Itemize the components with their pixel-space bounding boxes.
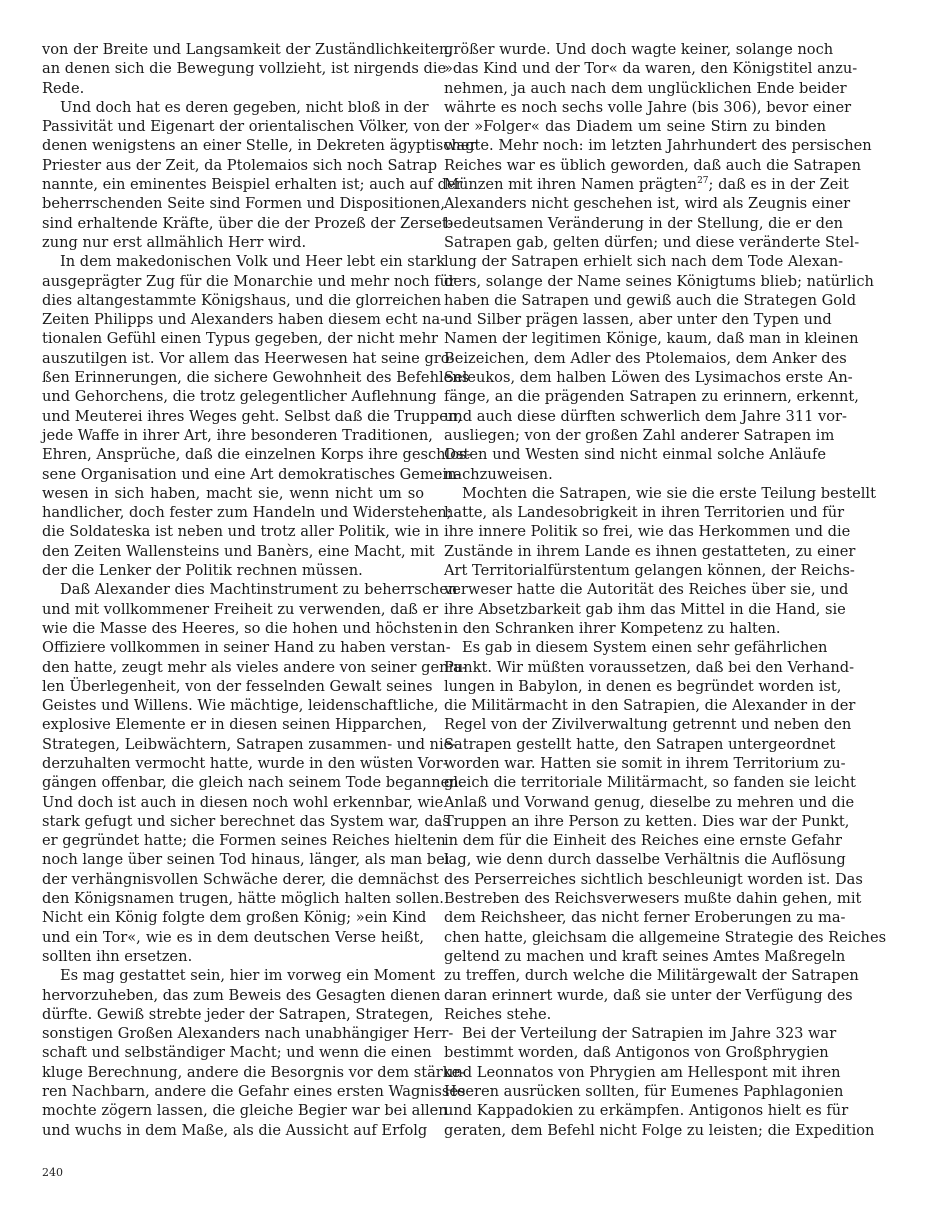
text-line: ausliegen; von der großen Zahl anderer Satrapen im (444, 426, 835, 444)
text-line: worden war. Hatten sie somit in ihrem Territorium zu- (444, 754, 846, 772)
text-line: die Soldateska ist neben und trotz aller Politik, wie in (42, 523, 440, 541)
text-line: Es gab in diesem System einen sehr gefährlichen (462, 639, 828, 657)
text-line: Reiches war es üblich geworden, daß auch die Satrapen (444, 156, 862, 174)
text-line: noch lange über seinen Tod hinaus, länger, als man bei (42, 851, 450, 869)
text-line: zu treffen, durch welche die Militärgewalt der Satrapen (444, 967, 859, 985)
text-line: den hatte, zeugt mehr als vieles andere von seiner genia- (42, 658, 467, 676)
paragraph (42, 98, 477, 252)
text-line: dürfte. Gewiß strebte jeder der Satrapen, Strategen, (42, 1005, 434, 1023)
text-line: wagte. Mehr noch: im letzten Jahrhundert des persischen (444, 137, 872, 155)
text-line: er gegründet hatte; die Formen seines Reiches hielten (42, 832, 446, 850)
text-line: Reiches stehe. (444, 1005, 552, 1023)
text-line: und Silber prägen lassen, aber unter den Typen und (444, 311, 832, 329)
text-line: von der Breite und Langsamkeit der Zuständlichkeiten, (42, 41, 453, 58)
text-line: Strategen, Leibwächtern, Satrapen zusammen- und nie- (42, 735, 458, 753)
text-line: Mochten die Satrapen, wie sie die erste Teilung bestellt (462, 484, 876, 502)
text-line: Punkt. Wir müßten voraussetzen, daß bei den Verhand- (444, 658, 855, 676)
text-line: Es mag gestattet sein, hier im vorweg ein Moment (60, 967, 436, 985)
text-line: Osten und Westen sind nicht einmal solche Anläufe (444, 446, 826, 464)
text-line: kluge Berechnung, andere die Besorgnis vor dem stärke- (42, 1063, 466, 1081)
text-line: den Zeiten Wallensteins und Banèrs, eine Macht, mit (42, 542, 435, 560)
text-line: Geistes und Willens. Wie mächtige, leidenschaftliche, (42, 697, 439, 715)
text-line: und Leonnatos von Phrygien am Hellespont mit ihren (444, 1063, 841, 1081)
text-line: Regel von der Zivilverwaltung getrennt und neben den (444, 716, 852, 734)
text-line: bedeutsamen Veränderung in der Stellung, die er den (444, 214, 844, 232)
footnote-marker[interactable]: 27 (697, 176, 709, 187)
text-line: die Militärmacht in den Satrapien, die Alexander in der (444, 697, 856, 715)
text-line: explosive Elemente er in diesen seinen Hipparchen, (42, 716, 427, 734)
text-line: jede Waffe in ihrer Art, ihre besonderen Traditionen, (42, 426, 433, 444)
text-line: »das Kind und der Tor« da waren, den Königstitel anzu- (444, 60, 858, 78)
paragraph (444, 1024, 875, 1140)
paragraph (444, 638, 887, 1024)
text-line: geltend zu machen und kraft seines Amtes Maßregeln (444, 947, 846, 965)
text-line: ders, solange der Name seines Königtums blieb; natürlich (444, 272, 874, 290)
text-line: Bei der Verteilung der Satrapien im Jahre 323 war (462, 1025, 837, 1043)
text-line: hervorzuheben, das zum Beweis des Gesagten dienen (42, 986, 441, 1004)
text-line: chen hatte, gleichsam die allgemeine Strategie des Reiches (444, 928, 887, 946)
text-line: ihre Absetzbarkeit gab ihm das Mittel in die Hand, sie (444, 600, 846, 618)
text-line: sollten ihn ersetzen. (42, 947, 193, 965)
text-line: nannte, ein eminentes Beispiel erhalten ist; auch auf der (42, 176, 463, 194)
text-line: ihre innere Politik so frei, wie das Herkommen und die (444, 523, 851, 541)
text-line: größer wurde. Und doch wagte keiner, solange noch (444, 41, 834, 58)
text-line: Rede. (42, 79, 85, 97)
text-line: Münzen mit ihren Namen prägten$^{27}$; daß es in der Zeit (444, 176, 849, 194)
paragraph (42, 252, 472, 580)
text-line: und ein Tor«, wie es in dem deutschen Verse heißt, (42, 928, 424, 946)
text-line: an denen sich die Bewegung vollzieht, ist nirgends die (42, 60, 447, 78)
page-number: 240 (42, 1166, 63, 1179)
text-line: sonstigen Großen Alexanders nach unabhängiger Herr- (42, 1025, 454, 1043)
text-line: in dem für die Einheit des Reiches eine ernste Gefahr (444, 832, 842, 850)
right-column (444, 40, 887, 1140)
text-line: geraten, dem Befehl nicht Folge zu leisten; die Expedition (444, 1121, 875, 1139)
text-line: Art Territorialfürstentum gelangen können, der Reichs- (444, 562, 855, 580)
text-line: lungen in Babylon, in denen es begründet worden ist, (444, 677, 842, 695)
text-line: gleich die territoriale Militärmacht, so fanden sie leicht (444, 774, 856, 792)
text-line: der »Folger« das Diadem um seine Stirn zu binden (444, 118, 826, 136)
text-line: ren Nachbarn, andere die Gefahr eines ersten Wagnisses (42, 1083, 466, 1101)
text-line: sind erhaltende Kräfte, über die der Prozeß der Zerset- (42, 214, 453, 232)
text-line: Beizeichen, dem Adler des Ptolemaios, dem Anker des (444, 349, 847, 367)
text-line: Anlaß und Vorwand genug, dieselbe zu mehren und die (444, 793, 855, 811)
text-line: lung der Satrapen erhielt sich nach dem Tode Alexan- (444, 253, 844, 271)
text-line: auszutilgen ist. Vor allem das Heerwesen hat seine gro- (42, 349, 455, 367)
text-line: der die Lenker der Politik rechnen müssen. (42, 562, 363, 580)
text-line: In dem makedonischen Volk und Heer lebt ein stark (60, 253, 446, 271)
text-line: Namen der legitimen Könige, kaum, daß man in kleinen (444, 330, 859, 348)
text-line: und Kappadokien zu erkämpfen. Antigonos hielt es für (444, 1102, 849, 1120)
text-line: wesen in sich haben, macht sie, wenn nicht um so (42, 484, 424, 502)
text-line: lag, wie denn durch dasselbe Verhältnis die Auflösung (444, 851, 846, 869)
text-line: Offiziere vollkommen in seiner Hand zu haben verstan- (42, 639, 451, 657)
text-line: stark gefugt und sicher berechnet das System war, das (42, 812, 450, 830)
text-line: Zeiten Philipps und Alexanders haben diesem echt na- (42, 311, 446, 329)
text-line: und Gehorchens, die trotz gelegentlicher Auflehnung (42, 388, 437, 406)
text-line: handlicher, doch fester zum Handeln und Widerstehen; (42, 504, 452, 522)
text-line: Alexanders nicht geschehen ist, wird als Zeugnis einer (444, 195, 851, 213)
paragraph (444, 40, 874, 484)
paragraph (42, 40, 453, 98)
left-column (42, 40, 477, 1140)
text-line: len Überlegenheit, von der fesselnden Gewalt seines (42, 677, 433, 695)
text-line: Priester aus der Zeit, da Ptolemaios sich noch Satrap (42, 156, 438, 174)
text-line: fänge, an die prägenden Satrapen zu erinnern, erkennt, (444, 388, 859, 406)
paragraph (42, 966, 466, 1140)
text-line: derzuhalten vermocht hatte, wurde in den wüsten Vor- (42, 754, 448, 772)
text-line: daran erinnert wurde, daß sie unter der Verfügung des (444, 986, 853, 1004)
text-line: wie die Masse des Heeres, so die hohen und höchsten (42, 619, 443, 637)
text-line: und auch diese dürften schwerlich dem Jahre 311 vor- (444, 407, 847, 425)
text-line: Bestreben des Reichsverwesers mußte dahin gehen, mit (444, 890, 862, 908)
text-line: und Meuterei ihres Weges geht. Selbst daß die Truppen, (42, 407, 462, 425)
text-line: Zustände in ihrem Lande es ihnen gestatteten, zu einer (444, 542, 856, 560)
text-line: dies altangestammte Königshaus, und die glorreichen (42, 291, 442, 309)
text-line: und wuchs in dem Maße, als die Aussicht auf Erfolg (42, 1121, 428, 1139)
paragraph (42, 580, 467, 966)
text-line: nehmen, ja auch nach dem unglücklichen Ende beider (444, 79, 847, 97)
text-line: in den Schranken ihrer Kompetenz zu halten. (444, 619, 781, 637)
text-line: ausgeprägter Zug für die Monarchie und mehr noch für (42, 272, 457, 290)
text-line: denen wenigstens an einer Stelle, in Dekreten ägyptischer (42, 137, 477, 155)
text-line: tionalen Gefühl einen Typus gegeben, der nicht mehr (42, 330, 438, 348)
text-line: zung nur erst allmählich Herr wird. (42, 233, 307, 251)
text-line: mochte zögern lassen, die gleiche Begier war bei allen (42, 1102, 448, 1120)
text-line: Satrapen gab, gelten dürfen; und diese veränderte Stel- (444, 233, 860, 251)
text-line: Daß Alexander dies Machtinstrument zu beherrschen (60, 581, 458, 599)
text-line: des Perserreiches sichtlich beschleunigt worden ist. Das (444, 870, 863, 888)
text-line: schaft und selbständiger Macht; und wenn die einen (42, 1044, 432, 1062)
text-line: nachzuweisen. (444, 465, 553, 483)
paragraph (444, 484, 876, 638)
text-line: beherrschenden Seite sind Formen und Dispositionen, (42, 195, 445, 213)
text-line: sene Organisation und eine Art demokratisches Gemein- (42, 465, 462, 483)
text-line: verweser hatte die Autorität des Reiches über sie, und (444, 581, 849, 599)
text-line: hatte, als Landesobrigkeit in ihren Territorien und für (444, 504, 845, 522)
text-line: haben die Satrapen und gewiß auch die Strategen Gold (444, 291, 857, 309)
text-line: gängen offenbar, die gleich nach seinem Tode begannen. (42, 774, 464, 792)
text-line: Truppen an ihre Person zu ketten. Dies war der Punkt, (444, 812, 850, 830)
text-line: währte es noch sechs volle Jahre (bis 306), bevor einer (444, 98, 852, 116)
text-line: der verhängnisvollen Schwäche derer, die demnächst (42, 870, 439, 888)
text-line: Satrapen gestellt hatte, den Satrapen untergeordnet (444, 735, 836, 753)
text-line: bestimmt worden, daß Antigonos von Großphrygien (444, 1044, 829, 1062)
text-line: dem Reichsheer, das nicht ferner Eroberungen zu ma- (444, 909, 846, 927)
text-line: Nicht ein König folgte dem großen König; »ein Kind (42, 909, 427, 927)
text-line: Seleukos, dem halben Löwen des Lysimachos erste An- (444, 369, 853, 387)
text-line: Ehren, Ansprüche, daß die einzelnen Korps ihre geschlos- (42, 446, 472, 464)
text-line: Und doch ist auch in diesen noch wohl erkennbar, wie (42, 793, 444, 811)
text-line: ßen Erinnerungen, die sichere Gewohnheit des Befehlens (42, 369, 470, 387)
text-line: Heeren ausrücken sollten, für Eumenes Paphlagonien (444, 1083, 844, 1101)
text-line: und mit vollkommener Freiheit zu verwenden, daß er (42, 600, 439, 618)
text-line: Passivität und Eigenart der orientalischen Völker, von (42, 118, 441, 136)
text-line: den Königsnamen trugen, hätte möglich halten sollen. (42, 890, 444, 908)
text-line: Und doch hat es deren gegeben, nicht bloß in der (60, 98, 429, 116)
